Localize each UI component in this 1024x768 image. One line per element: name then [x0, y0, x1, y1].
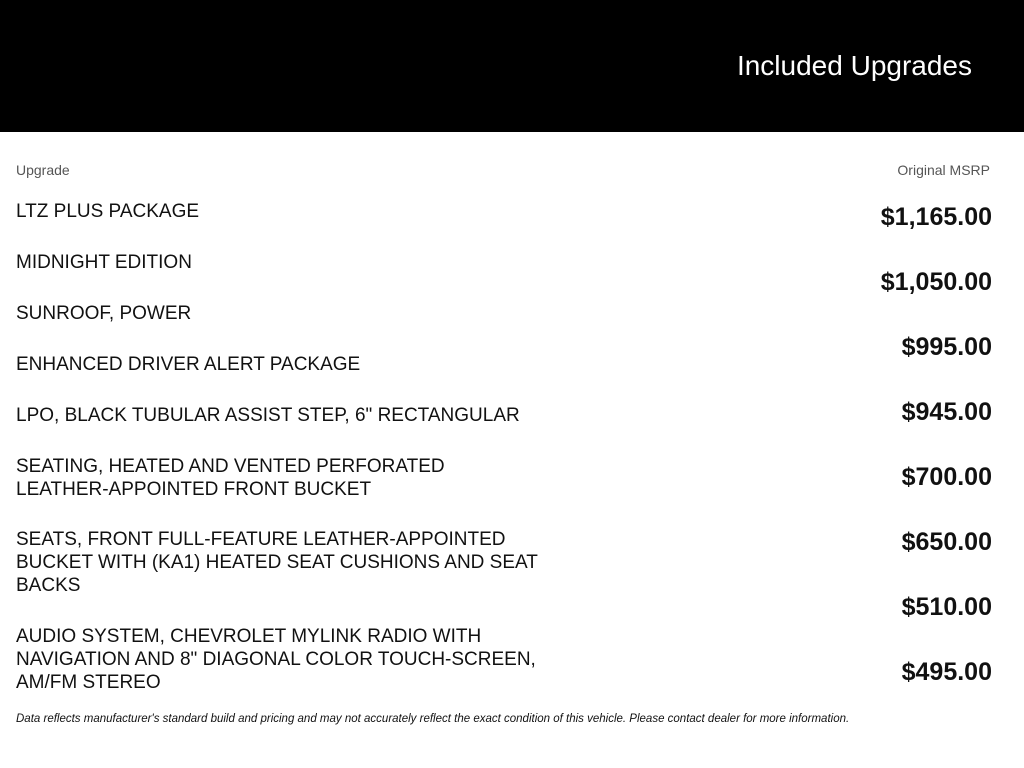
- msrp-value: $945.00: [901, 398, 992, 426]
- header-bar: [0, 0, 1024, 132]
- disclaimer-footnote: Data reflects manufacturer's standard build and pricing and may not accurately reflect the exact condition of this vehicle. Please contact dealer for more information.: [16, 713, 850, 725]
- page-title: Included Upgrades: [736, 50, 972, 81]
- upgrade-item: ENHANCED DRIVER ALERT PACKAGE: [16, 354, 361, 375]
- upgrade-item: SEATS, FRONT FULL-FEATURE LEATHER-APPOINTED BUCKET WITH (KA1) HEATED SEAT CUSHIONS AND SEAT BACKS: [16, 529, 538, 596]
- upgrade-item: LTZ PLUS PACKAGE: [16, 201, 200, 222]
- msrp-value: $495.00: [901, 658, 992, 686]
- msrp-value: $700.00: [901, 463, 992, 491]
- msrp-value: $1,165.00: [880, 203, 992, 231]
- msrp-value: $995.00: [901, 333, 992, 361]
- msrp-value: $510.00: [901, 593, 992, 621]
- upgrade-item: LPO, BLACK TUBULAR ASSIST STEP, 6" RECTANGULAR: [16, 405, 520, 426]
- upgrade-item: SUNROOF, POWER: [16, 303, 192, 324]
- msrp-column-header: Original MSRP: [897, 162, 990, 178]
- upgrade-item: SEATING, HEATED AND VENTED PERFORATED LEATHER-APPOINTED FRONT BUCKET: [16, 456, 445, 500]
- upgrade-item: AUDIO SYSTEM, CHEVROLET MYLINK RADIO WITH NAVIGATION AND 8" DIAGONAL COLOR TOUCH-SCREEN, AM/FM STEREO: [16, 626, 536, 693]
- msrp-value: $650.00: [901, 528, 992, 556]
- upgrade-item: MIDNIGHT EDITION: [16, 252, 192, 273]
- msrp-value: $1,050.00: [880, 268, 992, 296]
- upgrade-column-header: Upgrade: [16, 162, 70, 178]
